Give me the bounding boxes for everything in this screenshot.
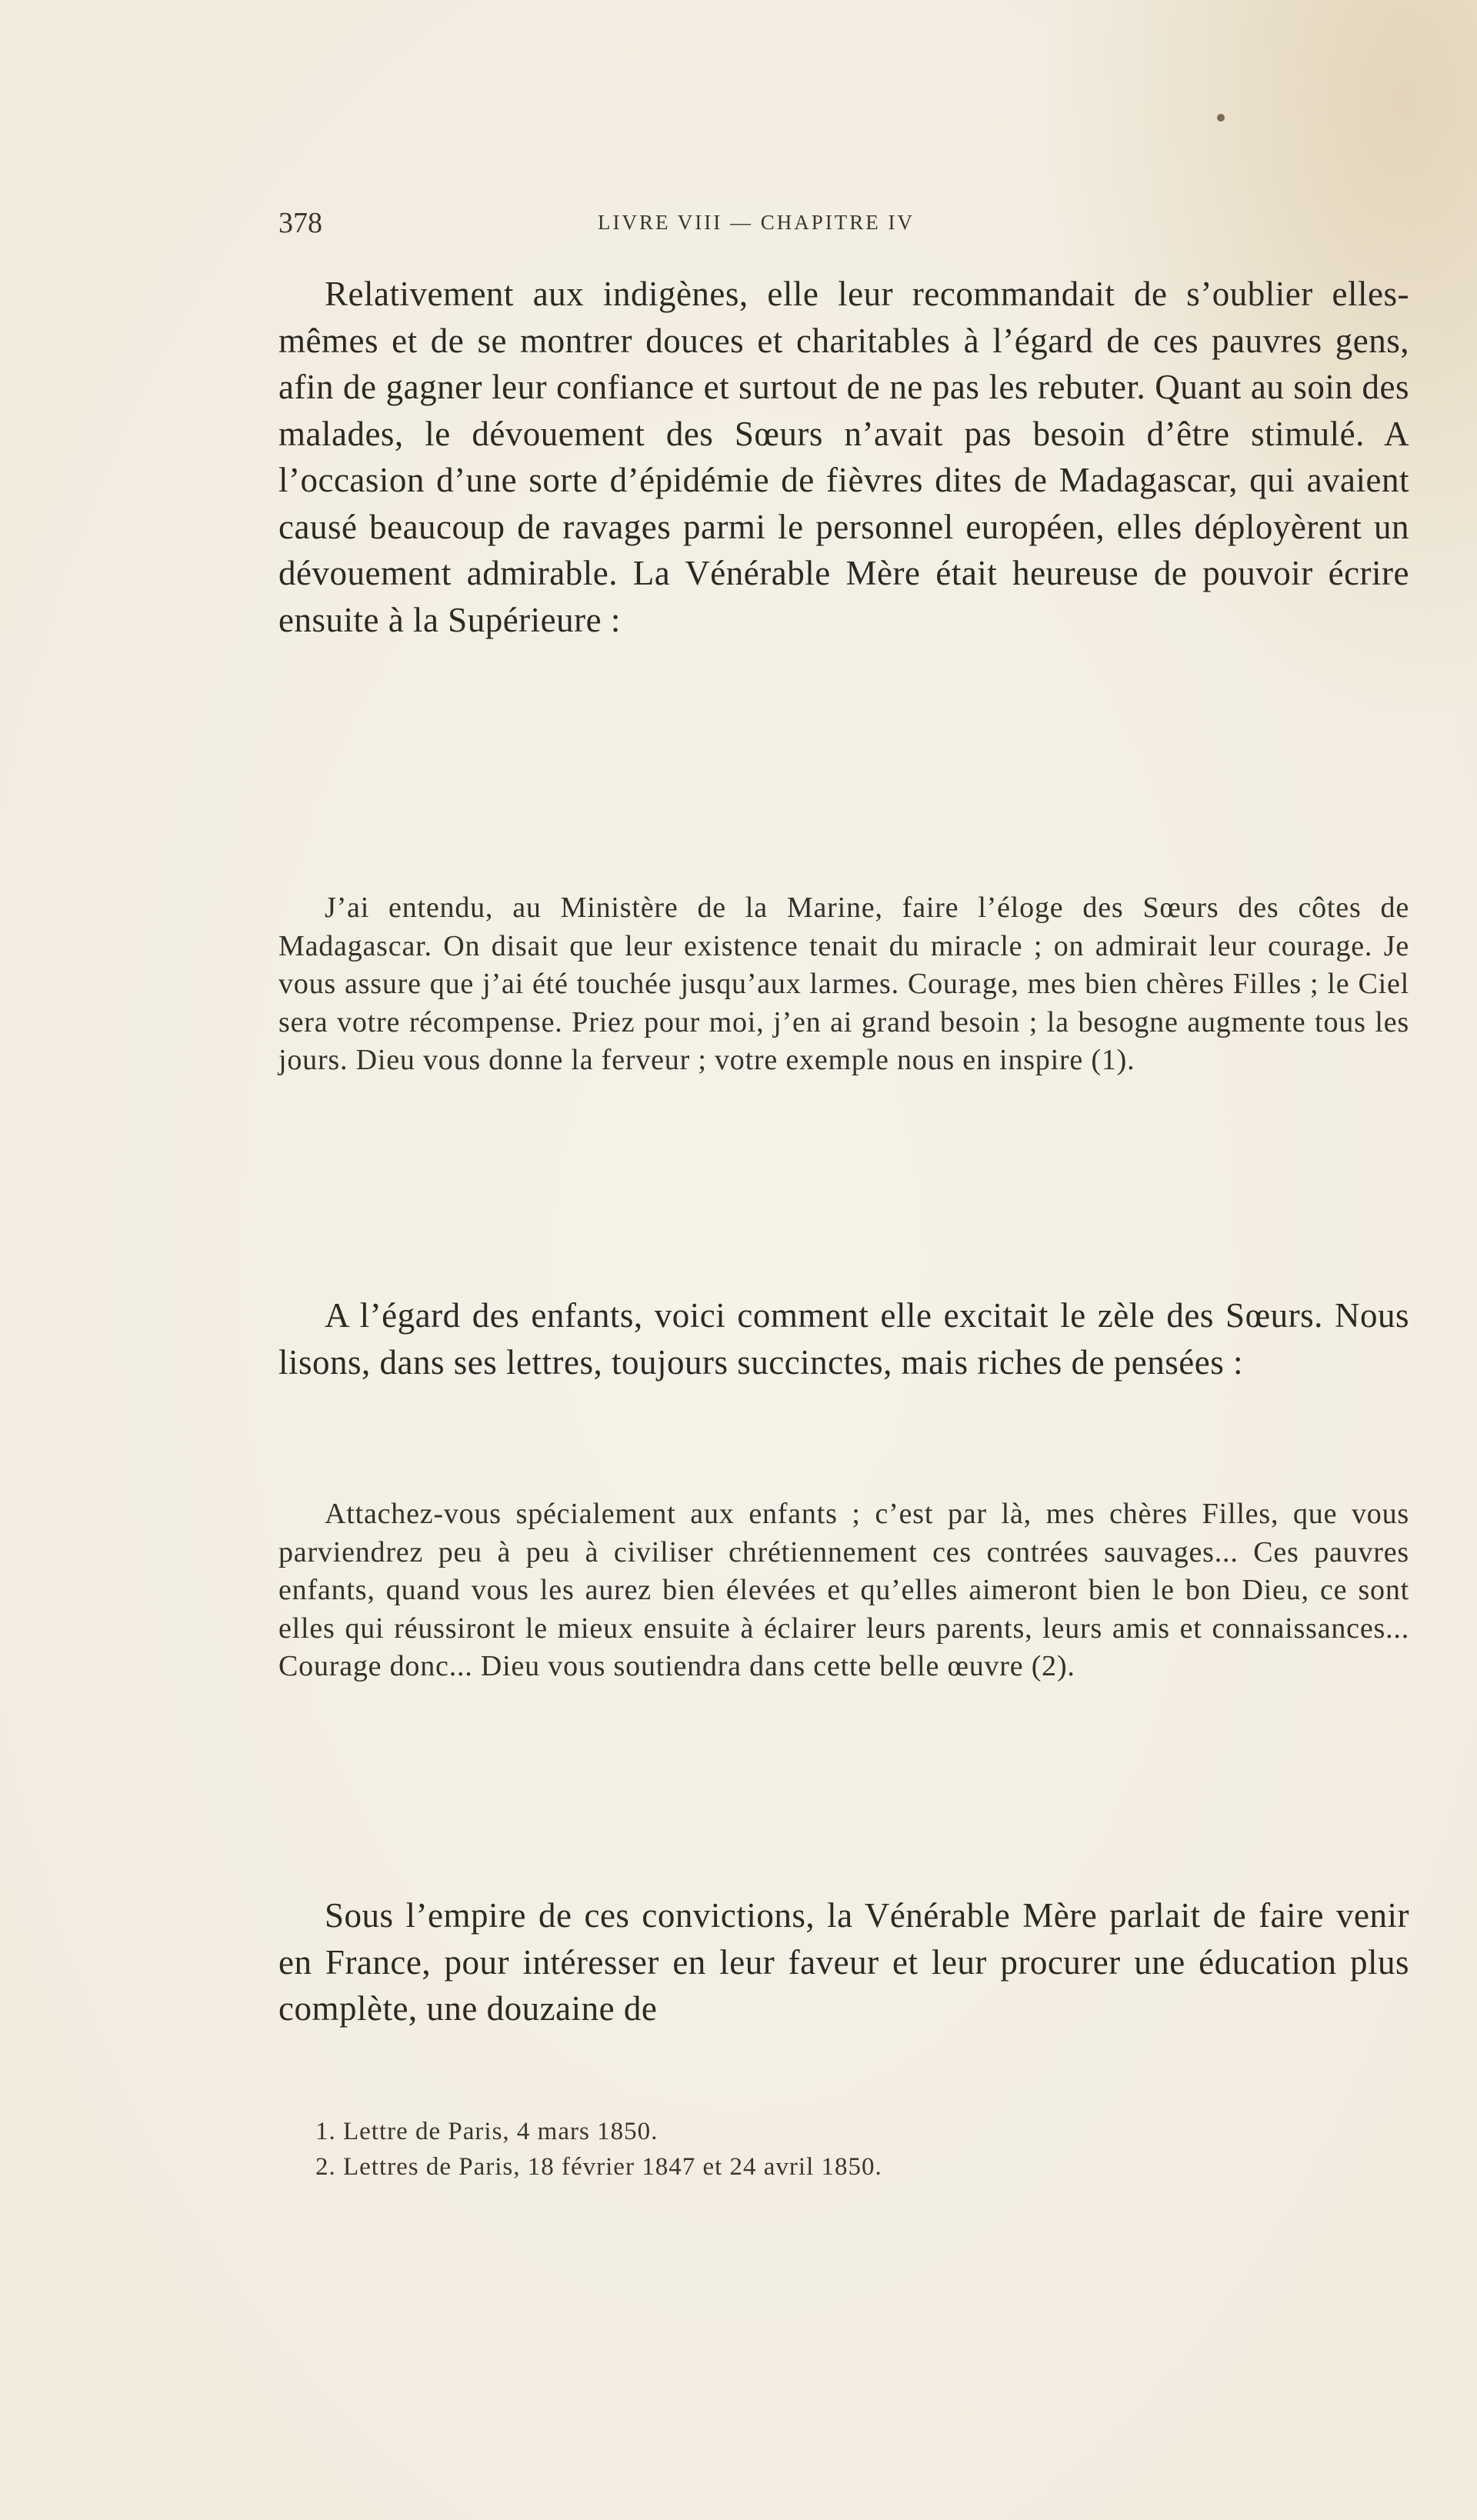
- paragraph-2: A l’égard des enfants, voici comment elle excitait le zèle des Sœurs. Nous lisons, dans ses lettres, toujours succinctes, mais riches de pensées :: [278, 1296, 1409, 1382]
- page-number: 378: [278, 207, 322, 239]
- footnote-2: 2. Lettres de Paris, 18 février 1847 et 24 avril 1850.: [315, 2153, 882, 2181]
- ink-speck: [1217, 114, 1225, 122]
- running-head: LIVRE VIII — CHAPITRE IV: [598, 211, 915, 234]
- footnotes: [315, 2114, 1392, 2185]
- page-header: [278, 206, 1409, 245]
- paragraph-1: Relativement aux indigènes, elle leur recommandait de s’oublier elles-mêmes et de se montrer douces et charitables à l’égard de ces pauvres gens, afin de gagner leur confiance et surtout de ne pas les rebuter. Quant au soin des malades, le dévouement des Sœurs n’avait pas besoin d’être stimulé. A l’occasion d’une sorte d’épidémie de fièvres dites de Madagascar, qui avaient causé beaucoup de ravages parmi le personnel européen, elles déployèrent un dévouement admirable. La Vénérable Mère était heureuse de pouvoir écrire ensuite à la Supérieure :: [278, 275, 1409, 639]
- quote-1: J’ai entendu, au Ministère de la Marine, faire l’éloge des Sœurs des côtes de Madagascar. On disait que leur existence tenait du miracle ; on admirait leur courage. Je vous assure que j’ai été touchée jusqu’aux larmes. Courage, mes bien chères Filles ; le Ciel sera votre récompense. Priez pour moi, j’en ai grand besoin ; la besogne augmente tous les jours. Dieu vous donne la ferveur ; votre exemple nous en inspire (1).: [278, 892, 1409, 1076]
- quote-2: Attachez-vous spécialement aux enfants ; c’est par là, mes chères Filles, que vous parviendrez peu à peu à civiliser chrétiennement ces contrées sauvages... Ces pauvres enfants, quand vous les aurez bien élevées et qu’elles aimeront bien le bon Dieu, ce sont elles qui réussiront le mieux ensuite à éclairer leurs parents, leurs amis et connaissances... Courage donc... Dieu vous soutiendra dans cette belle œuvre (2).: [278, 1498, 1409, 1682]
- footnote-1: 1. Lettre de Paris, 4 mars 1850.: [315, 2118, 658, 2145]
- paragraph-3: Sous l’empire de ces convictions, la Vénérable Mère parlait de faire venir en France, pour intéresser en leur faveur et leur procurer une éducation plus complète, une douzaine de: [278, 1896, 1409, 2028]
